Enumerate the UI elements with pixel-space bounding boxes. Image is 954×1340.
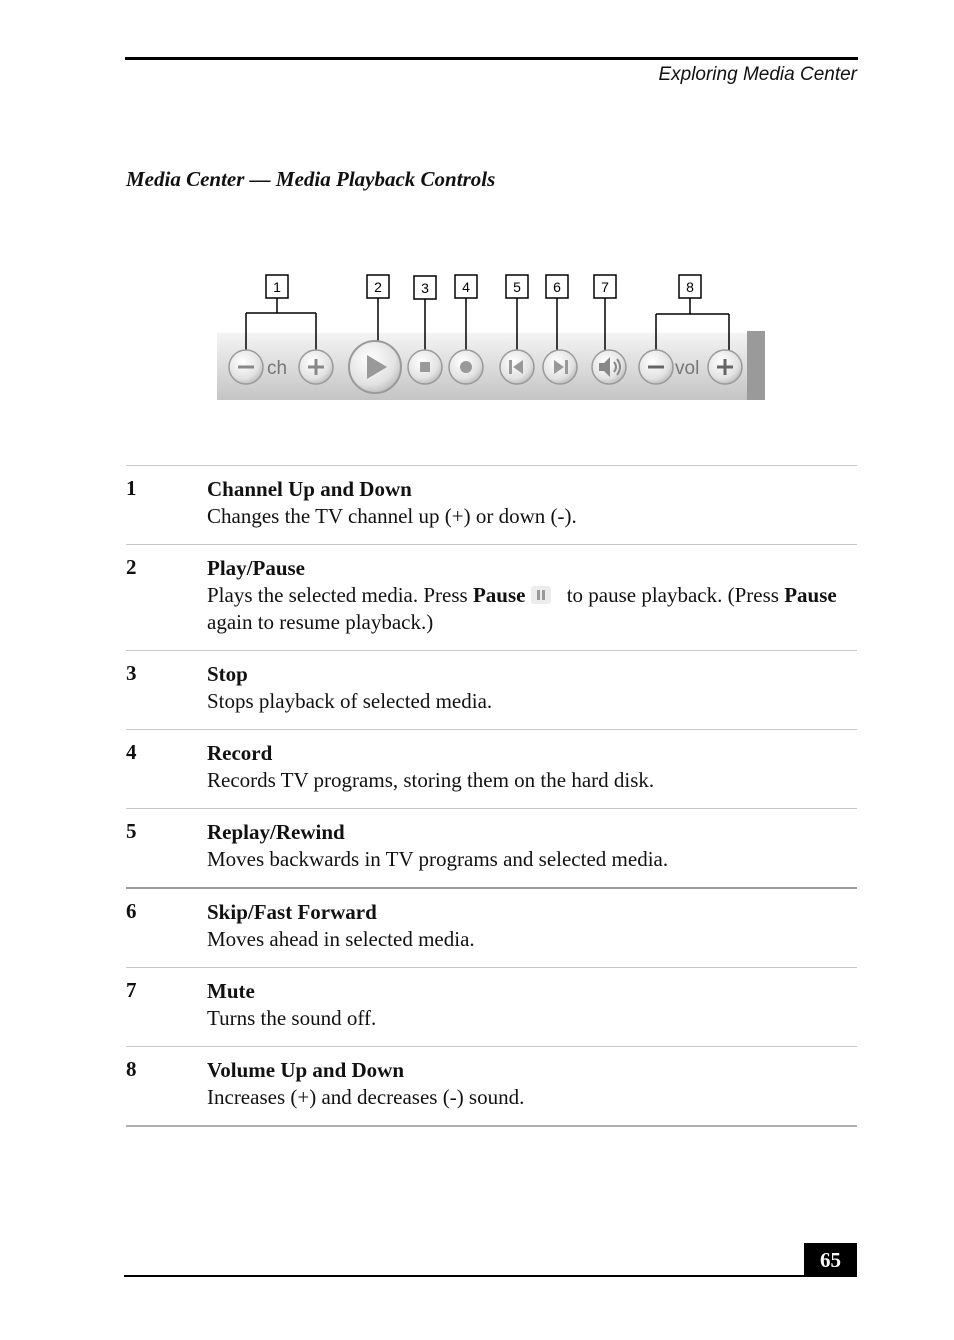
table-row (126, 967, 857, 1046)
item-description: Moves backwards in TV programs and selected media. (207, 847, 669, 871)
table-row (126, 465, 857, 544)
play-pause-button[interactable] (349, 341, 401, 393)
pause-keyword: Pause (784, 583, 837, 607)
table-row (126, 650, 857, 729)
stop-button[interactable] (408, 350, 442, 384)
skip-forward-button[interactable] (543, 350, 577, 384)
desc-text: Plays the selected media. Press (207, 583, 473, 607)
table-row (126, 887, 857, 967)
callout-label-2: 2 (374, 279, 382, 295)
pause-icon (531, 586, 551, 604)
replay-rewind-button[interactable] (500, 350, 534, 384)
footer-rule (124, 1275, 857, 1277)
item-description: Turns the sound off. (207, 1006, 377, 1030)
callout-label-5: 5 (513, 279, 521, 295)
item-number: 4 (126, 740, 137, 764)
item-title: Mute (207, 979, 255, 1003)
channel-up-button[interactable] (299, 350, 333, 384)
stop-icon (420, 362, 430, 372)
item-number: 5 (126, 819, 137, 843)
item-title: Replay/Rewind (207, 820, 345, 844)
item-description: Moves ahead in selected media. (207, 927, 475, 951)
item-title: Channel Up and Down (207, 477, 412, 501)
table-row (126, 1046, 857, 1127)
volume-down-button[interactable] (639, 350, 673, 384)
item-number: 7 (126, 978, 137, 1002)
item-number: 6 (126, 899, 137, 923)
item-title: Stop (207, 662, 248, 686)
callout-label-7: 7 (601, 279, 609, 295)
channel-down-button[interactable] (229, 350, 263, 384)
table-row (126, 544, 857, 650)
playback-controls-figure (215, 268, 775, 408)
item-description: Stops playback of selected media. (207, 689, 493, 713)
running-header: Exploring Media Center (658, 64, 857, 85)
item-number: 1 (126, 476, 137, 500)
record-button[interactable] (449, 350, 483, 384)
callout-label-6: 6 (553, 279, 561, 295)
channel-label: ch (267, 358, 288, 379)
table-row (126, 729, 857, 808)
callout-label-4: 4 (462, 279, 470, 295)
figure-title: Media Center — Media Playback Controls (126, 167, 496, 191)
page-number: 65 (804, 1243, 857, 1277)
mute-button[interactable] (592, 350, 626, 384)
item-description: Increases (+) and decreases (-) sound. (207, 1085, 525, 1109)
item-title: Skip/Fast Forward (207, 900, 377, 924)
item-number: 2 (126, 555, 137, 579)
table-row (126, 808, 857, 887)
callout-label-3: 3 (421, 280, 429, 296)
header-rule (125, 57, 858, 60)
item-title: Volume Up and Down (207, 1058, 405, 1082)
item-number: 8 (126, 1057, 137, 1081)
playback-controls-diagram (215, 268, 775, 408)
item-number: 3 (126, 661, 137, 685)
item-title: Record (207, 741, 273, 765)
volume-up-button[interactable] (708, 350, 742, 384)
desc-text: to pause playback. (Press (561, 583, 785, 607)
callout-label-1: 1 (273, 279, 281, 295)
controls-description-table (126, 465, 857, 1127)
desc-text: again to resume playback.) (207, 610, 434, 634)
pause-keyword: Pause (472, 583, 526, 607)
item-title: Play/Pause (207, 556, 305, 580)
item-description (207, 582, 857, 636)
callout-label-8: 8 (686, 279, 694, 295)
record-icon (460, 361, 472, 373)
volume-label: vol (675, 358, 700, 379)
item-description: Changes the TV channel up (+) or down (-). (207, 504, 577, 528)
item-description: Records TV programs, storing them on the hard disk. (207, 768, 655, 792)
control-bar-edge (747, 331, 765, 400)
